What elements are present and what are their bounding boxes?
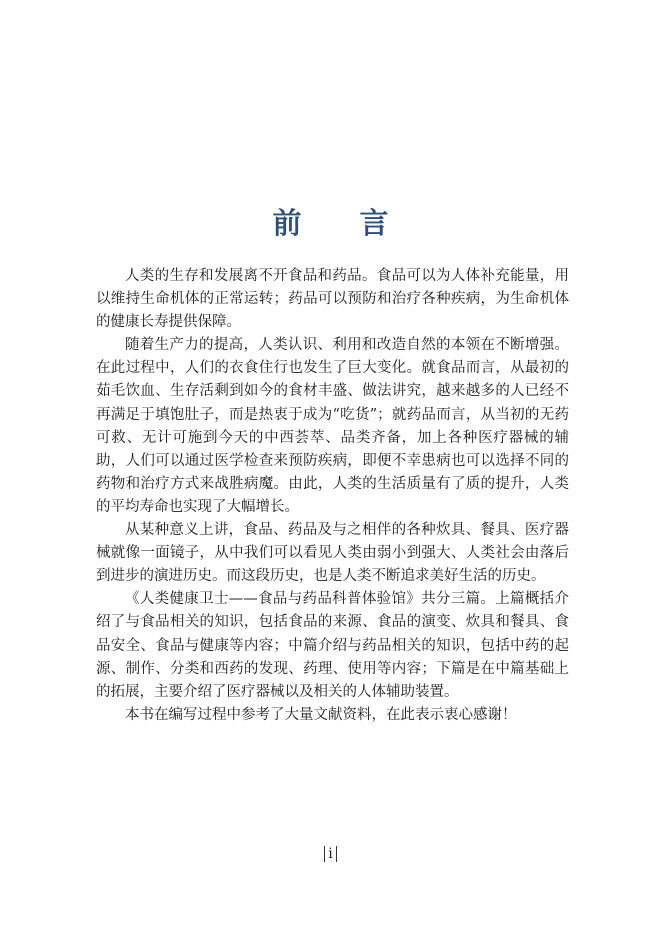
- paragraph-4: 《人类健康卫士——食品与药品科普体验馆》共分三篇。上篇概括介绍了与食品相关的知识，包括食品的来源、食品的演变、炊具和餐具、食品安全、食品与健康等内容；中篇介绍与药品相关的知识，包括中药的起源、制作、分类和西药的发现、药理、使用等内容；下篇是在中篇基础上的拓展，主要介绍了医疗器械以及相关的人体辅助装置。: [96, 591, 569, 700]
- paragraph-5: 本书在编写过程中参考了大量文献资料，在此表示衷心感谢！: [125, 706, 517, 723]
- page-title: [0, 203, 661, 243]
- preface-body: [96, 265, 569, 727]
- paragraph-1: 人类的生存和发展离不开食品和药品。食品可以为人体补充能量，用以维持生命机体的正常运转；药品可以预防和治疗各种疾病，为生命机体的健康长寿提供保障。: [96, 268, 569, 331]
- page-number: [0, 844, 661, 864]
- title-char-1: 前: [272, 206, 302, 240]
- page-number-right-bar: [336, 846, 337, 862]
- page-number-left-bar: [324, 846, 325, 862]
- page-number-value: i: [328, 846, 333, 862]
- paragraph-2: 随着生产力的提高，人类认识、利用和改造自然的本领在不断增强。在此过程中，人们的衣食住行也发生了巨大变化。就食品而言，从最初的茹毛饮血、生存活剩到如今的食材丰盛、做法讲究，越来越多的人已经不再满足于填饱肚子，而是热衷于成为“吃货”；就药品而言，从当初的无药可救、无计可施到今天的中西荟萃、品类齐备，加上各种医疗器械的辅助，人们可以通过医学检查来预防疾病，即便不幸患病也可以选择不同的药物和治疗方式来战胜病魔。由此，人类的生活质量有了质的提升，人类的平均寿命也实现了大幅增长。: [96, 337, 569, 515]
- title-char-2: 言: [359, 206, 389, 240]
- paragraph-3: 从某种意义上讲，食品、药品及与之相伴的各种炊具、餐具、医疗器械就像一面镜子，从中我们可以看见人类由弱小到强大、人类社会由落后到进步的演进历史。而这段历史，也是人类不断追求美好生活的历史。: [96, 522, 569, 585]
